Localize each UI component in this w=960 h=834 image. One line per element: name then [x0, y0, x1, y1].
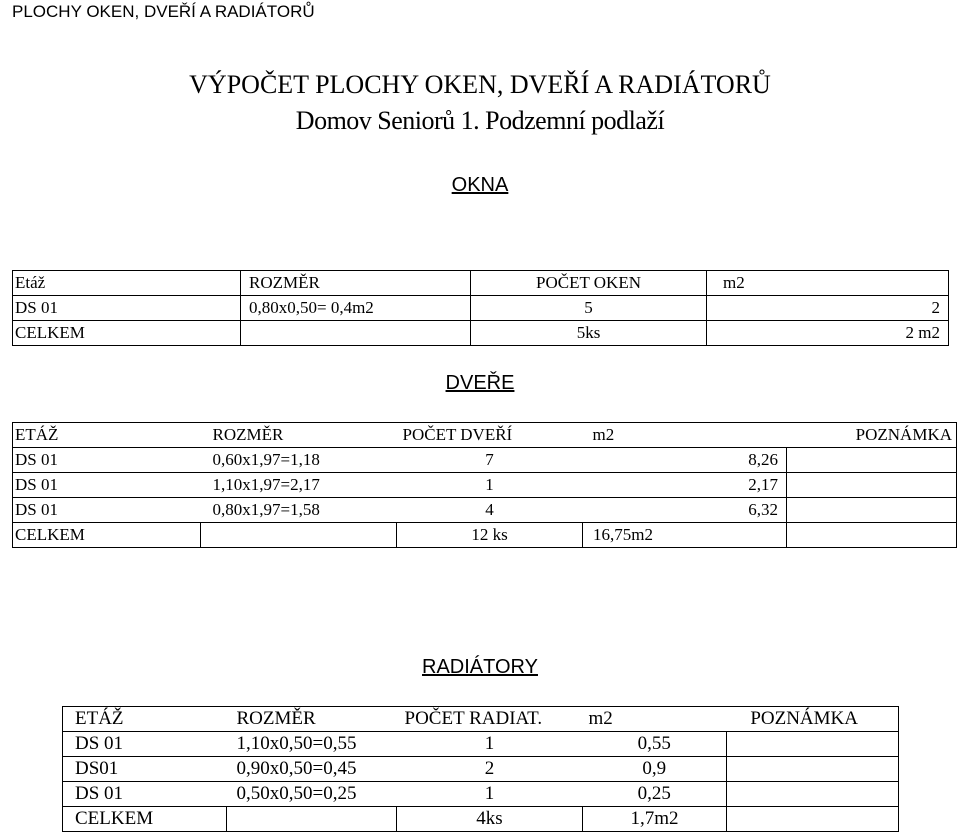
header-cell: ROZMĚR [201, 423, 397, 448]
dvere-heading: DVEŘE [445, 372, 515, 394]
table-cell: 5 [471, 296, 707, 321]
total-cell [241, 321, 471, 346]
header-cell: ROZMĚR [241, 271, 471, 296]
total-cell: 5ks [471, 321, 707, 346]
table-cell: 0,50x0,50=0,25 [227, 782, 397, 807]
table-cell: 0,90x0,50=0,45 [227, 757, 397, 782]
table-cell: 1,10x1,97=2,17 [201, 473, 397, 498]
table-cell: DS 01 [63, 782, 227, 807]
table-cell: 0,55 [583, 732, 727, 757]
table-cell: 0,25 [583, 782, 727, 807]
okna-table [12, 270, 949, 346]
table-cell: DS01 [63, 757, 227, 782]
header-cell: POČET OKEN [471, 271, 707, 296]
table-cell: 1,10x0,50=0,55 [227, 732, 397, 757]
header-cell: POZNÁMKA [727, 707, 899, 732]
header-cell: ETÁŽ [13, 423, 201, 448]
total-cell: CELKEM [63, 807, 227, 832]
table-cell [787, 473, 957, 498]
total-row [13, 523, 957, 548]
radiatory-heading: RADIÁTORY [422, 656, 538, 678]
table-cell: 1 [397, 782, 583, 807]
total-cell [727, 807, 899, 832]
table-cell: 6,32 [583, 498, 787, 523]
table-cell: 2 [397, 757, 583, 782]
document-header: PLOCHY OKEN, DVEŘÍ A RADIÁTORŮ [12, 2, 315, 21]
header-cell: POZNÁMKA [787, 423, 957, 448]
table-cell [787, 448, 957, 473]
table-cell [727, 782, 899, 807]
table-cell: 4 [397, 498, 583, 523]
total-cell [227, 807, 397, 832]
total-row [13, 321, 949, 346]
total-cell: 2 m2 [707, 321, 949, 346]
table-cell: 0,9 [583, 757, 727, 782]
table-cell: 1 [397, 473, 583, 498]
total-cell: 4ks [397, 807, 583, 832]
table-cell [787, 498, 957, 523]
table-header-row [13, 423, 957, 448]
table-row [63, 782, 899, 807]
header-cell: Etáž [13, 271, 241, 296]
header-cell: POČET DVEŘÍ [397, 423, 583, 448]
dvere-table [12, 422, 957, 548]
table-cell: DS 01 [13, 473, 201, 498]
table-cell [727, 757, 899, 782]
total-row [63, 807, 899, 832]
document-title: VÝPOČET PLOCHY OKEN, DVEŘÍ A RADIÁTORŮ [189, 70, 771, 99]
table-cell: 2 [707, 296, 949, 321]
table-row [63, 757, 899, 782]
table-cell: DS 01 [13, 498, 201, 523]
table-cell: 0,80x1,97=1,58 [201, 498, 397, 523]
total-cell: CELKEM [13, 321, 241, 346]
table-row [13, 473, 957, 498]
document-subtitle: Domov Seniorů 1. Podzemní podlaží [295, 106, 665, 135]
total-cell [787, 523, 957, 548]
header-cell: m2 [707, 271, 949, 296]
table-row [13, 448, 957, 473]
total-cell: CELKEM [13, 523, 201, 548]
header-cell: POČET RADIAT. [397, 707, 583, 732]
table-cell: 1 [397, 732, 583, 757]
table-header-row [13, 271, 949, 296]
table-header-row [63, 707, 899, 732]
okna-heading: OKNA [451, 174, 509, 196]
table-cell: DS 01 [13, 448, 201, 473]
header-cell: ROZMĚR [227, 707, 397, 732]
table-cell: DS 01 [13, 296, 241, 321]
header-cell: m2 [583, 707, 727, 732]
radiatory-table [62, 706, 899, 832]
total-cell: 1,7m2 [583, 807, 727, 832]
header-cell: ETÁŽ [63, 707, 227, 732]
table-cell: 7 [397, 448, 583, 473]
table-row [63, 732, 899, 757]
total-cell: 16,75m2 [583, 523, 787, 548]
total-cell: 12 ks [397, 523, 583, 548]
table-cell: 0,80x0,50= 0,4m2 [241, 296, 471, 321]
table-cell: 2,17 [583, 473, 787, 498]
header-cell: m2 [583, 423, 787, 448]
table-cell: 0,60x1,97=1,18 [201, 448, 397, 473]
table-row [13, 498, 957, 523]
table-cell [727, 732, 899, 757]
table-cell: DS 01 [63, 732, 227, 757]
table-cell: 8,26 [583, 448, 787, 473]
total-cell [201, 523, 397, 548]
table-row [13, 296, 949, 321]
